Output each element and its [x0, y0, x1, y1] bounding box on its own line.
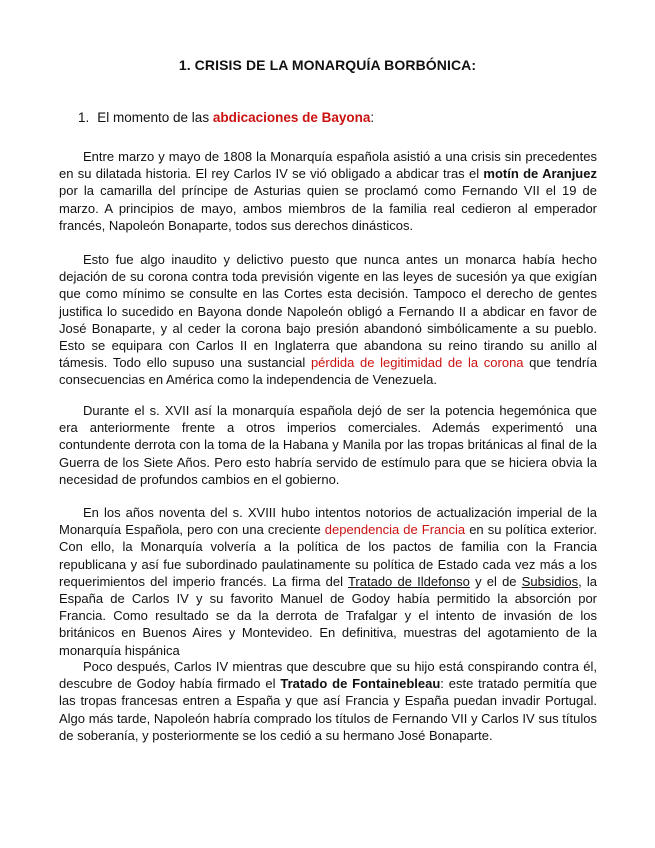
paragraph-5-text-a: Poco después, Carlos IV mientras que descubre que su hijo está conspirando contra él, descubre de Godoy había firmado el [59, 659, 597, 692]
section-heading-prefix: El momento de las [97, 110, 213, 125]
paragraph-4-text-b: en su política exterior. Con ello, la Monarquía volvería a la política de los pactos de familia con la Francia republicana y así fue subordinado paulatinamente su política de Estado cada vez más a los requerimientos del imperio francés. La firma del [59, 522, 597, 589]
paragraph-4-text-a: En los años noventa del s. XVIII hubo intentos notorios de actualización imperial de la Monarquía Española, pero con una creciente [59, 505, 597, 538]
paragraph-1-text-b: por la camarilla del príncipe de Asturias quien se proclamó como Fernando VII el 19 de marzo. A principios de mayo, ambos miembros de la familia real cedieron al emperador francés, Napoleón Bonaparte, todos sus derechos dinásticos. [59, 183, 597, 233]
paragraph-4 [59, 504, 597, 659]
paragraph-1 [59, 148, 597, 234]
paragraph-2-text-b: que tendría consecuencias en América como la independencia de Venezuela. [59, 355, 598, 388]
section-heading-highlight: abdicaciones de Bayona [212, 110, 371, 125]
page-title: 1. CRISIS DE LA MONARQUÍA BORBÓNICA: [178, 57, 477, 73]
paragraph-4-text-c: y el de [469, 573, 522, 589]
paragraph-3 [59, 402, 597, 488]
paragraph-5-text-b: : este tratado permitía que las tropas francesas entren a España y que así Francia y España puedan invadir Portugal. Algo más tarde, Napoleón habría comprado los títulos de Fernando VII y Carlos IV sus títulos de soberanía, y posteriormente se los cedió a su hermano José Bonaparte. [59, 676, 597, 743]
dependencia-francia-term: dependencia de Francia [324, 522, 466, 538]
paragraph-3-text: Durante el s. XVII así la monarquía española dejó de ser la potencia hegemónica que era anteriormente frente a otros imperios comerciales. Además experimentó una contundente derrota con la toma de la Habana y Manila por las tropas británicas al final de la Guerra de los Siete Años. Pero esto habría servido de estímulo para que se hiciera obvia la necesidad de profundos cambios en el gobierno. [59, 403, 597, 487]
paragraph-2-text-a: Esto fue algo inaudito y delictivo puesto que nunca antes un monarca había hecho dejación de su corona contra toda previsión vigente en las leyes de sucesión ya que exigían que como mínimo se consulte en las Cortes esta decisión. Tampoco el derecho de gentes justifica lo sucedido en Bayona donde Napoleón obligó a Fernando II a abdicar en favor de José Bonaparte, y al ceder la corona bajo presión abandonó simbólicamente a su pueblo. Esto se equipara con Carlos II en Inglaterra que abandona su reino tirando su anillo al támesis. Todo ello supuso una sustancial [59, 252, 597, 371]
subsidios-term: Subsidios [521, 573, 579, 589]
paragraph-2 [59, 251, 597, 389]
paragraph-4-text-d: , la España de Carlos IV y su favorito Manuel de Godoy había permitido la absorción por Francia. Como resultado se da la derrota de Trafalgar y el intento de invasión de los británicos en Buenos Aires y Montevideo. En definitiva, muestras del agotamiento de la monarquía hispánica [59, 573, 598, 658]
paragraph-1-text-a: Entre marzo y mayo de 1808 la Monarquía española asistió a una crisis sin precedentes en su dilatada historia. El rey Carlos IV se vió obligado a abdicar tras el [59, 149, 597, 182]
tratado-fontainebleau-term: Tratado de Fontainebleau [280, 676, 441, 692]
section-number: 1. [78, 110, 90, 125]
tratado-ildefonso-term: Tratado de Ildefonso [347, 573, 470, 589]
motin-de-aranjuez-term: motín de Aranjuez [483, 166, 597, 182]
paragraph-5 [59, 658, 597, 744]
perdida-legitimidad-term: pérdida de legitimidad de la corona [310, 355, 524, 371]
section-heading-suffix: : [370, 110, 375, 125]
section-heading [78, 110, 374, 125]
